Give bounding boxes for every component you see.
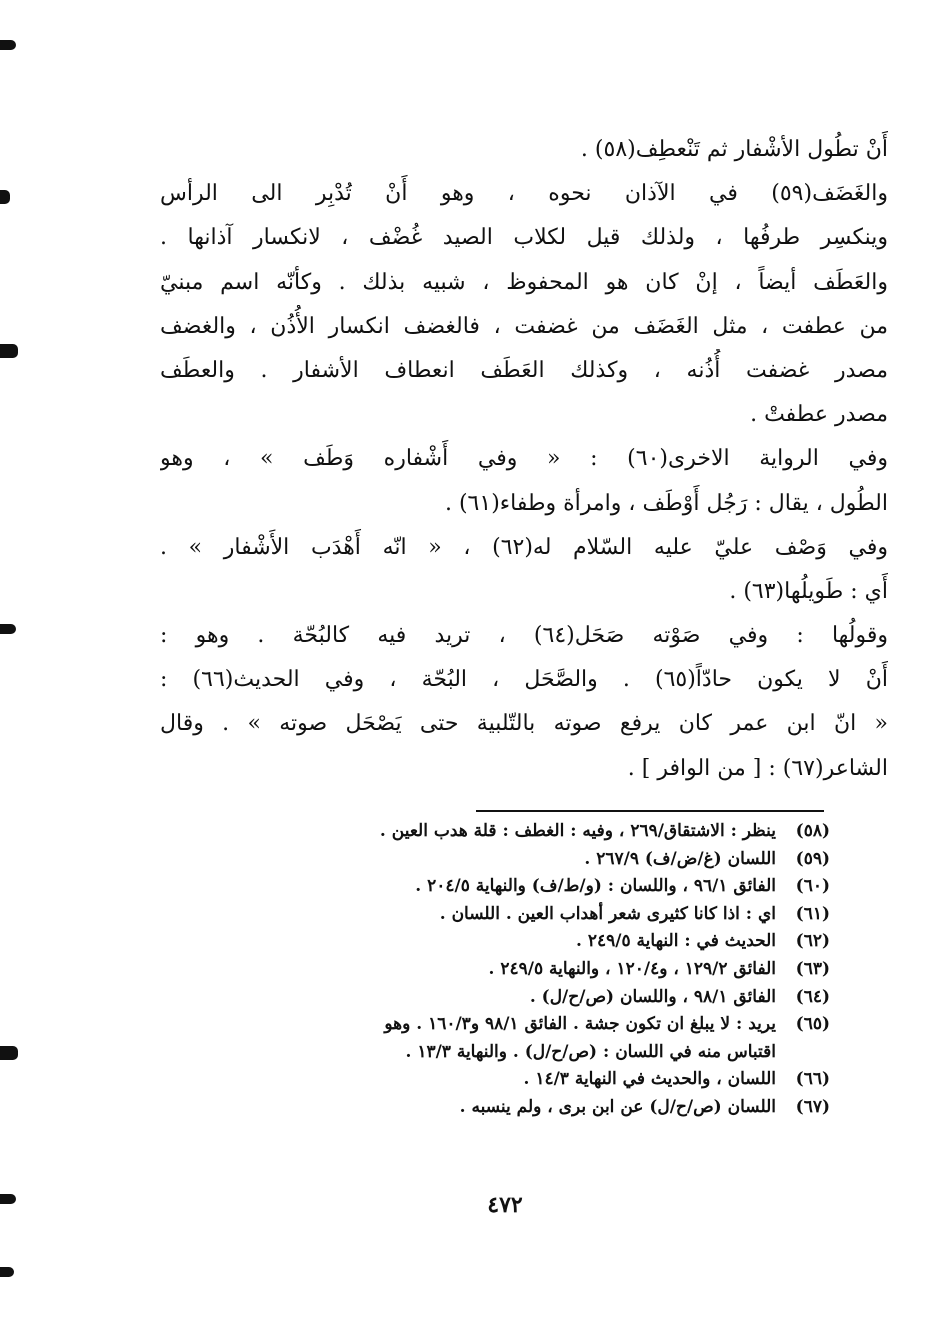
page-number: ٤٧٢ <box>487 1192 523 1218</box>
binding-edge-mark <box>0 1046 18 1060</box>
footnote-text: اللسان (غ/ض/ف) ٢٦٧/٩ . <box>584 848 776 869</box>
footnote-item <box>160 846 830 874</box>
footnote-text: اي : اذا كانا كثيرى شعر أهداب العين . اللسان . <box>439 903 776 924</box>
footnote-text: الفائق ١٢٩/٢ ، و١٢٠/٤ ، والنهاية ٢٤٩/٥ . <box>488 958 776 979</box>
footnote-item <box>160 1094 830 1122</box>
body-line: مصدر عطفتْ . <box>750 402 888 428</box>
binding-edge-mark <box>0 1194 16 1204</box>
binding-edge-mark <box>0 624 16 634</box>
footnote-number: (٦٦) <box>795 1069 830 1090</box>
binding-edge-mark <box>0 40 16 50</box>
footnote-item <box>160 984 830 1012</box>
body-line: أَي : طَويلُها(٦٣) . <box>729 578 888 604</box>
footnote-text-block <box>160 1011 776 1066</box>
footnote-divider <box>476 810 824 812</box>
body-line: وفي الرواية الاخرى(٦٠) : « وفي أَشْفاره وَطَف » ، وهو <box>160 446 888 472</box>
binding-edge-mark <box>0 190 10 204</box>
body-line: الشاعر(٦٧) : [ من الوافر ] . <box>627 755 888 781</box>
footnote-number: (٦١) <box>795 903 830 924</box>
footnote-number: (٦٢) <box>795 931 830 952</box>
footnote-text: اللسان ، والحديث في النهاية ١٤/٣ . <box>523 1069 776 1090</box>
footnote-number: (٦٠) <box>795 876 830 897</box>
footnote-number: (٦٥) <box>795 1014 830 1035</box>
footnote-number: (٦٣) <box>795 958 830 979</box>
binding-edge-mark <box>0 1267 14 1277</box>
body-line: وفي وَصْف عليّ عليه السّلام له(٦٢) ، « انّه أَهْدَب الأَشْفار » . <box>160 534 888 560</box>
body-line: مصدر غضفت أُذُنه ، وكذلك العَطَف انعطاف الأشفار . والعطَف <box>160 357 888 383</box>
body-line: والعَطَف أيضاً ، إنْ كان هو المحفوظ ، شبيه بذلك . وكأنّه اسم مبنيّ <box>160 269 888 295</box>
footnote-number: (٦٧) <box>795 1096 830 1117</box>
footnote-number: (٦٤) <box>795 986 830 1007</box>
body-line: وينكسِر طرفُها ، ولذلك قيل لكلاب الصيد غُضْف ، لانكسار آذانها . <box>160 225 888 251</box>
body-line: أَنْ لا يكون حادّاً(٦٥) . والصَّحَل ، البُحّة ، وفي الحديث(٦٦) : <box>160 667 888 693</box>
footnote-item <box>160 873 830 901</box>
body-line: وقولُها : وفي صَوْته صَحَل(٦٤) ، تريد فيه كالبُحّة . وهو : <box>160 623 888 649</box>
footnote-text: ينظر : الاشتقاق/٢٦٩ ، وفيه : الغطف : قلة هدب العين . <box>379 821 776 841</box>
footnote-item <box>160 901 830 929</box>
footnote-item <box>160 818 830 846</box>
body-line: الطُول ، يقال : رَجُل أَوْطَف ، وامرأة وطفاء(٦١) . <box>444 490 888 516</box>
body-line: أَنْ تطُول الأشْفار ثم تَنْعطِف(٥٨) . <box>580 137 888 162</box>
footnote-text: اللسان (ص/ح/ل) عن ابن برى ، ولم ينسبه . <box>459 1096 776 1117</box>
footnote-number: (٥٨) <box>795 821 830 841</box>
footnote-item <box>160 956 830 984</box>
footnote-item <box>160 1066 830 1094</box>
footnote-text: الفائق ٩٨/١ ، واللسان (ص/ح/ل) . <box>529 986 776 1007</box>
body-line: والغَضَف(٥٩) في الآذان نحوه ، وهو أَنْ تُدْبِر الى الرأس <box>160 181 888 207</box>
body-line: « انّ ابن عمر كان يرفع صوته بالتّلبية حتى يَصْحَل صوته » . وقال <box>160 711 888 737</box>
body-line: من عطفت ، مثل الغَضَف من غضفت ، فالغضف انكسار الأُذُن ، والغضف <box>160 313 888 339</box>
footnote-item <box>160 1011 830 1066</box>
footnote-item <box>160 928 830 956</box>
footnote-text: يريد : لا يبلغ ان تكون جشة . الفائق ٩٨/١ و١٦٠/٣ . وهو <box>384 1014 776 1035</box>
footnote-number: (٥٩) <box>795 848 830 869</box>
footnotes <box>160 818 830 1122</box>
binding-edge-mark <box>0 344 18 358</box>
footnote-text: الفائق ٩٦/١ ، واللسان : (و/ط/ف) والنهاية ٢٠٤/٥ . <box>415 876 776 897</box>
body-text <box>160 128 888 791</box>
footnote-text: الحديث في : النهاية ٢٤٩/٥ . <box>576 931 776 952</box>
footnote-text-continuation: اقتباس منه في اللسان : (ص/ح/ل) . والنهاية ١٣/٣ . <box>405 1041 776 1062</box>
